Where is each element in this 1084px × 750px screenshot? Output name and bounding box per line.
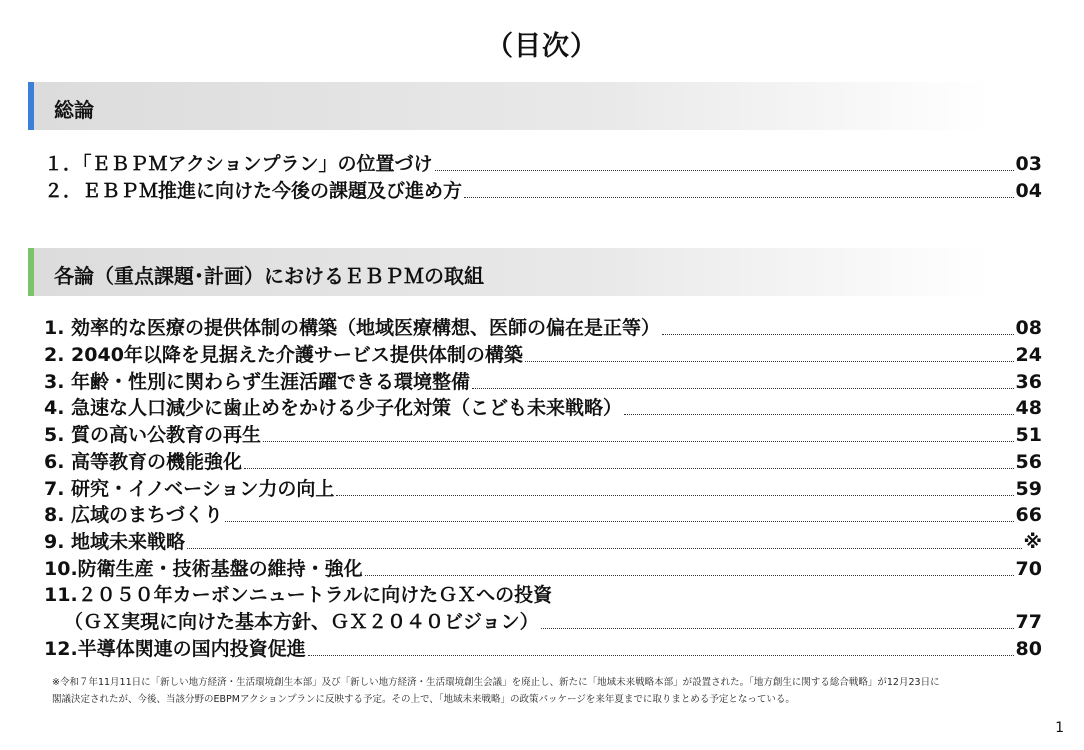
toc-item[interactable] [44, 395, 1042, 421]
toc-item[interactable] [44, 502, 1042, 528]
toc-item-page: 36 [1015, 371, 1042, 393]
toc-item-page: 59 [1015, 478, 1042, 500]
toc-item-page: 51 [1015, 424, 1042, 446]
toc-item-page: 77 [1015, 611, 1042, 633]
toc-leader [662, 334, 1013, 335]
toc-item-page: 66 [1015, 504, 1042, 526]
toc-item-label: 5. 質の高い公教育の再生 [44, 424, 262, 446]
toc-item-page: 04 [1015, 180, 1042, 202]
toc-item-label: 2. 2040年以降を見据えた介護サービス提供体制の構築 [44, 344, 523, 366]
toc-item[interactable] [44, 529, 1042, 555]
toc-item[interactable] [44, 556, 1042, 582]
toc-item[interactable] [44, 449, 1042, 475]
toc-item[interactable] [44, 342, 1042, 368]
toc-item-label: １．「ＥＢＰＭアクションプラン」の位置づけ [44, 153, 433, 175]
toc-leader [435, 170, 1014, 171]
toc-leader [624, 414, 1013, 415]
toc-item-page: 56 [1015, 451, 1042, 473]
section-heading: 総論 [54, 98, 94, 122]
toc-item-label: 9. 地域未来戦略 [44, 531, 186, 553]
footnote [52, 674, 1047, 708]
toc-item-label: 1. 効率的な医療の提供体制の構築（地域医療構想、医師の偏在是正等） [44, 317, 661, 339]
toc-leader [187, 548, 1021, 549]
toc-leader [541, 628, 1014, 629]
toc-item-label: 8. 広域のまちづくり [44, 504, 223, 526]
toc-item-label: （ＧＸ実現に向けた基本方針、ＧＸ２０４０ビジョン） [64, 611, 539, 633]
toc-item[interactable] [44, 369, 1042, 395]
toc-item-page: 08 [1015, 317, 1042, 339]
toc-item[interactable] [44, 476, 1042, 502]
toc-item-page: 03 [1015, 153, 1042, 175]
toc-item-page: 80 [1015, 638, 1042, 660]
toc-item-label: 6. 高等教育の機能強化 [44, 451, 243, 473]
toc-item-label: 11.２０５０年カーボンニュートラルに向けたＧＸへの投資 [44, 584, 553, 606]
section-heading: 各論（重点課題･計画）におけるＥＢＰＭの取組 [54, 264, 484, 288]
toc-leader [336, 495, 1013, 496]
footnote-line: 閣議決定されたが、今後、当該分野のEBPMアクションプランに反映する予定。その上で、「地域未来戦略」の政策パッケージを来年夏までに取りまとめる予定となっている。 [52, 694, 795, 705]
toc-item-page: 48 [1015, 397, 1042, 419]
page-title: （目次） [486, 31, 598, 62]
toc-leader [464, 197, 1014, 198]
toc-item-label: 4. 急速な人口減少に歯止めをかける少子化対策（こども未来戦略） [44, 397, 623, 419]
toc-item[interactable] [44, 151, 1042, 177]
toc-item[interactable] [44, 636, 1042, 662]
toc-item-label: 10.防衛生産・技術基盤の維持・強化 [44, 558, 363, 580]
toc-leader [244, 468, 1013, 469]
footnote-line: ※令和７年11月11日に「新しい地方経済・生活環境創生本部」及び「新しい地方経済・生活環境創生会議」を廃止し、新たに「地域未来戦略本部」が設置された。「地方創生に関する総合戦略」が12月23日に [52, 677, 940, 688]
section-header-details [28, 248, 990, 296]
toc-item-label: ２．ＥＢＰＭ推進に向けた今後の課題及び進め方 [44, 180, 463, 202]
toc-item-label: 12.半導体関連の国内投資促進 [44, 638, 306, 660]
toc-item-page: 70 [1015, 558, 1042, 580]
toc-leader [263, 441, 1013, 442]
toc-leader [365, 575, 1014, 576]
toc-item[interactable] [44, 422, 1042, 448]
toc-item[interactable] [44, 582, 1042, 608]
page-number: 1 [1055, 720, 1064, 736]
toc-item[interactable] [44, 609, 1042, 635]
toc-item-page: ※ [1023, 531, 1042, 553]
toc-item[interactable] [44, 178, 1042, 204]
toc-leader [472, 388, 1013, 389]
toc-item-label: 3. 年齢・性別に関わらず生涯活躍できる環境整備 [44, 371, 471, 393]
toc-leader [225, 521, 1014, 522]
section-header-overview [28, 82, 990, 130]
toc-item[interactable] [44, 315, 1042, 341]
toc-item-label: 7. 研究・イノベーション力の向上 [44, 478, 335, 500]
toc-leader [308, 655, 1014, 656]
toc-item-page: 24 [1015, 344, 1042, 366]
toc-leader [525, 361, 1014, 362]
